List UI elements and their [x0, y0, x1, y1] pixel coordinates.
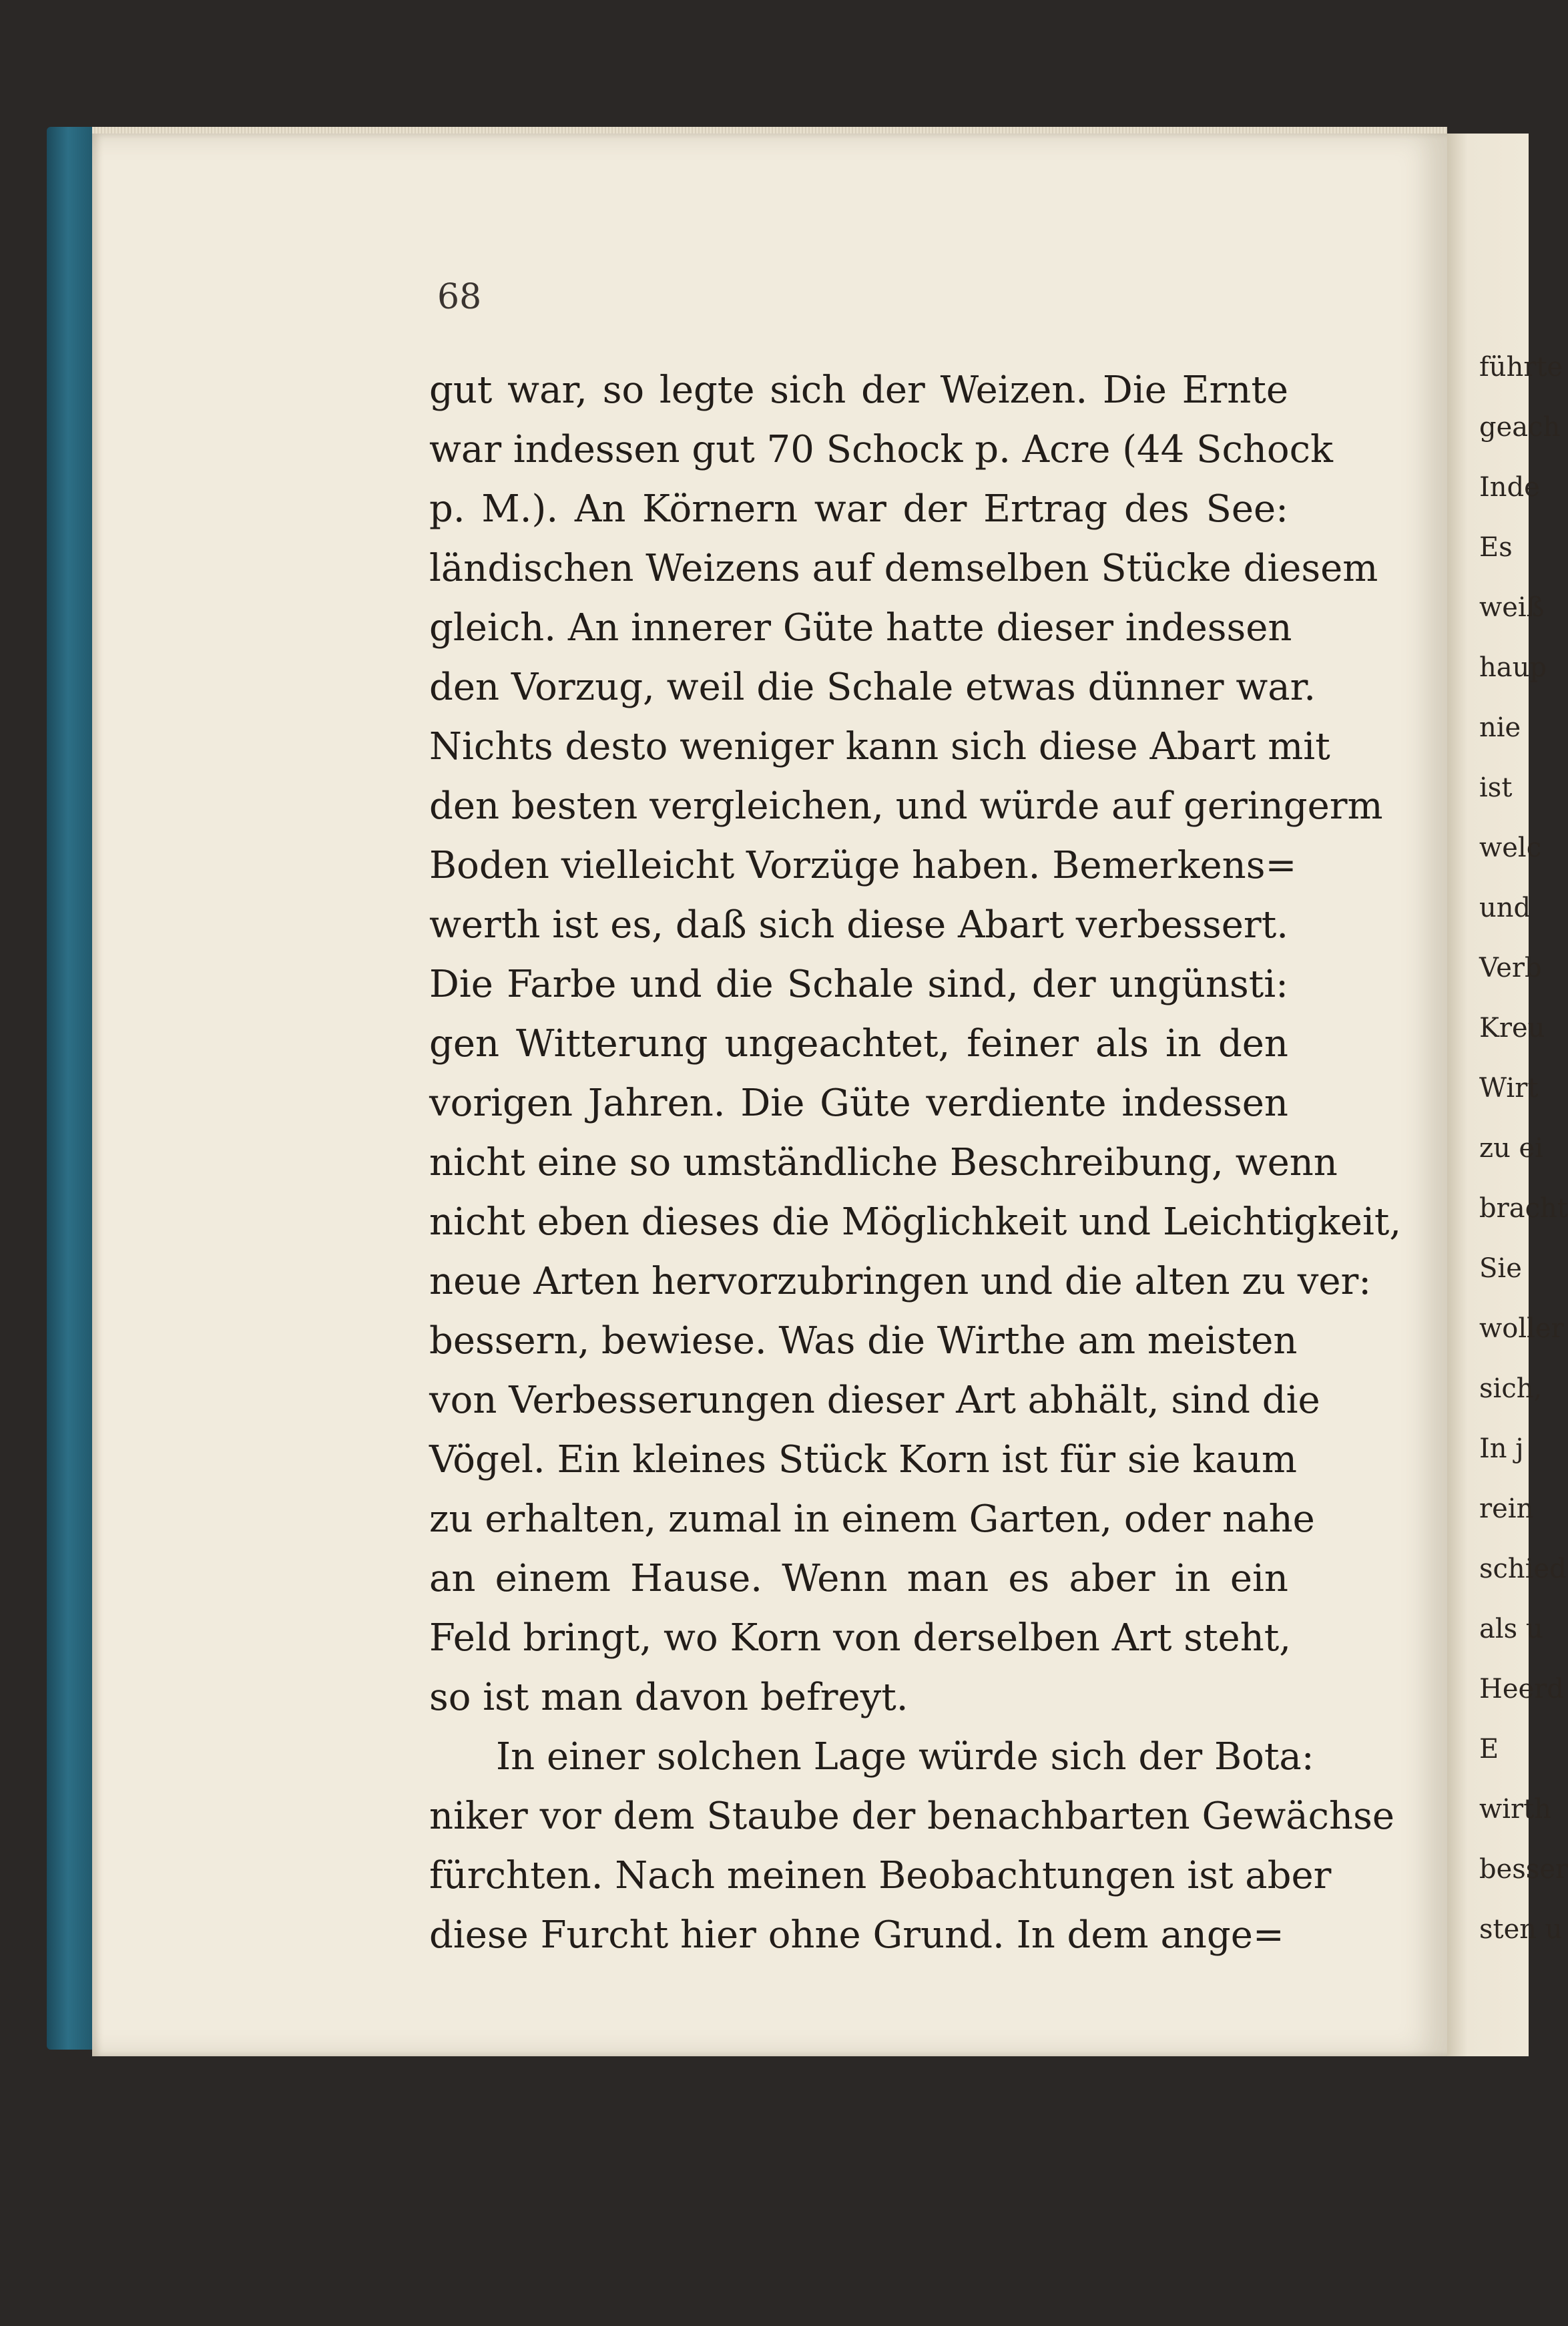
text-line: Die Farbe und die Schale sind, der ungünsti: [429, 963, 1288, 1006]
next-page-fragment: geach [1479, 412, 1561, 443]
text-line: vorigen Jahren. Die Güte verdiente indessen [429, 1082, 1288, 1125]
text-line: zu erhalten, zumal in einem Garten, oder nahe [429, 1497, 1315, 1541]
next-page-fragment: welc [1479, 833, 1542, 863]
next-page-fragment: woller [1479, 1313, 1564, 1344]
text-line: Nichts desto weniger kann sich diese Abart mit [429, 725, 1330, 768]
body-text [429, 361, 1402, 1965]
text-line: gen Witterung ungeachtet, feiner als in den [429, 1022, 1288, 1066]
text-line: ländischen Weizens auf demselben Stücke diesem [429, 547, 1378, 590]
next-page-fragment: und [1479, 893, 1531, 923]
text-line: neue Arten hervorzubringen und die alten zu ver: [429, 1260, 1372, 1303]
text-line: nicht eine so umständliche Beschreibung, wenn [429, 1141, 1338, 1184]
next-page-fragment: In j [1479, 1433, 1524, 1464]
next-page-fragment: haup [1479, 652, 1547, 683]
next-page-fragment: Sie [1479, 1253, 1522, 1284]
text-line: den besten vergleichen, und würde auf geringerm [429, 784, 1383, 828]
text-line: bessern, bewiese. Was die Wirthe am meisten [429, 1319, 1298, 1363]
next-page-fragment: als u [1479, 1614, 1543, 1644]
next-page-fragment: ist [1479, 772, 1513, 803]
next-page-fragment: zu ei [1479, 1133, 1544, 1164]
text-line: niker vor dem Staube der benachbarten Gewächse [429, 1795, 1394, 1838]
next-page-fragment: Wirt [1479, 1073, 1539, 1104]
next-page-fragment: Inde [1479, 472, 1540, 503]
text-line: den Vorzug, weil die Schale etwas dünner war. [429, 666, 1316, 709]
next-page-fragment: Heerd [1479, 1674, 1564, 1704]
next-page-fragment: führte [1479, 352, 1563, 383]
next-page-fragment: Kreu [1479, 1013, 1545, 1043]
next-page-fragment: nie [1479, 712, 1521, 743]
next-page-fragments [1447, 337, 1568, 1959]
text-line: werth ist es, daß sich diese Abart verbessert. [429, 903, 1288, 947]
text-line: fürchten. Nach meinen Beobachtungen ist aber [429, 1854, 1332, 1897]
text-line: an einem Hause. Wenn man es aber in ein [429, 1557, 1288, 1600]
next-page-fragment: weiß [1479, 592, 1545, 623]
text-line: gleich. An innerer Güte hatte dieser indessen [429, 606, 1292, 650]
text-line: nicht eben dieses die Möglichkeit und Leichtigkeit, [429, 1200, 1402, 1244]
text-line: so ist man davon befreyt. [429, 1676, 908, 1719]
next-page-fragment: Es [1479, 532, 1513, 563]
text-line: war indessen gut 70 Schock p. Acre (44 Schock [429, 428, 1333, 471]
next-page-fragment: Verb [1479, 953, 1542, 983]
text-line: Vögel. Ein kleines Stück Korn ist für sie kaum [429, 1438, 1297, 1481]
text-line: diese Furcht hier ohne Grund. In dem ange= [429, 1913, 1284, 1957]
text-line: p. M.). An Körnern war der Ertrag des See: [429, 487, 1288, 531]
next-page-fragment: wirth [1479, 1794, 1551, 1825]
next-page-fragment: sich, [1479, 1373, 1543, 1404]
next-page-fragment: besser [1479, 1854, 1568, 1885]
next-page-edge [1447, 134, 1568, 2056]
next-page-fragment: sten u [1479, 1914, 1563, 1945]
text-line: gut war, so legte sich der Weizen. Die Ernte [429, 369, 1288, 412]
text-line: Boden vielleicht Vorzüge haben. Bemerkens= [429, 844, 1297, 887]
next-page-fragment: schied [1479, 1554, 1567, 1584]
text-line: von Verbesserungen dieser Art abhält, sind die [429, 1379, 1320, 1422]
page-number: 68 [437, 277, 482, 317]
next-page-fragment: bracht [1479, 1193, 1568, 1224]
next-page-fragment: rein [1479, 1493, 1534, 1524]
next-page-fragment: E [1479, 1734, 1499, 1765]
text-line: In einer solchen Lage würde sich der Bota: [496, 1735, 1314, 1779]
text-line: Feld bringt, wo Korn von derselben Art steht, [429, 1616, 1292, 1660]
